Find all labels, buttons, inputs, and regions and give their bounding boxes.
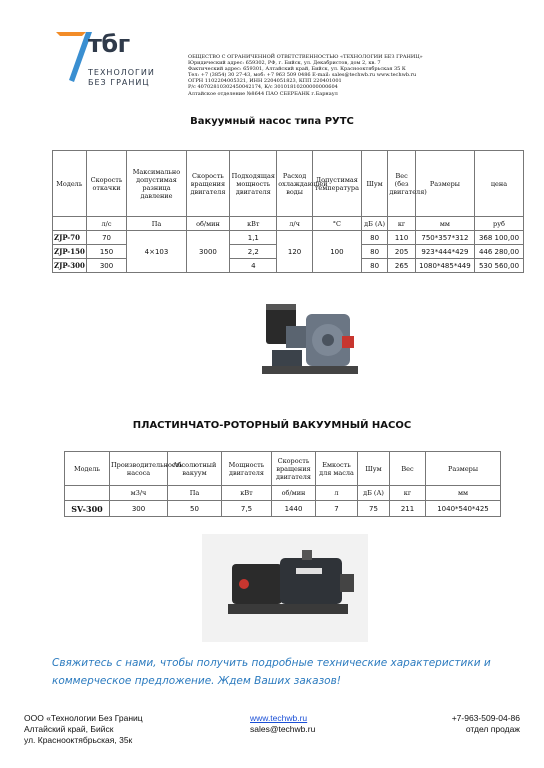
vacuum-cell: 50 <box>168 501 222 517</box>
footer-email: sales@techwb.ru <box>250 724 316 734</box>
unit-cell: л/ч <box>277 217 313 231</box>
col-header: Скорость вращения двигателя <box>272 452 316 486</box>
power-cell: 7,5 <box>222 501 272 517</box>
unit-cell: мм <box>415 217 474 231</box>
org-line: Юридический адрес: 659302, РФ, г. Бийск, ул. Декабристов, дом 2, кв. 7 <box>188 60 381 67</box>
footer-contacts <box>250 713 315 735</box>
col-header: Модель <box>53 151 87 217</box>
col-header: Модель <box>65 452 110 486</box>
logo-text: тбг <box>88 30 130 58</box>
table-header-row <box>53 151 524 217</box>
call-to-action: Свяжитесь с нами, чтобы получить подробные технические характеристики и коммерческое предложение. Ждем Ваших заказов! <box>52 657 491 687</box>
col-header: Размеры <box>415 151 474 217</box>
size-cell: 1040*540*425 <box>426 501 501 517</box>
org-line: Алтайское отделение №8644 ПАО СБЕРБАНК г.Барнаул <box>188 90 338 97</box>
speed-cell: 300 <box>86 259 127 273</box>
power-cell: 2,2 <box>230 245 277 259</box>
vane-pump-image <box>202 534 368 642</box>
model-cell: ZJP-150 <box>53 245 87 259</box>
org-line: Фактический адрес: 659301, Алтайский край, Бийск, ул. Краснооктябрьская 35 К <box>188 66 406 73</box>
unit-cell <box>53 217 87 231</box>
company-details <box>188 54 518 97</box>
col-header: Шум <box>361 151 388 217</box>
footer-street: ул. Краснооктябрьская, 35к <box>24 735 133 745</box>
weight-cell: 265 <box>388 259 416 273</box>
footer-region: Алтайский край, Бийск <box>24 724 114 734</box>
speed-cell: 70 <box>86 231 127 245</box>
table-header-row <box>65 452 501 486</box>
units-row <box>65 486 501 501</box>
col-header: цена <box>474 151 523 217</box>
table-row <box>53 231 524 245</box>
unit-cell: руб <box>474 217 523 231</box>
model-cell: ZJP-70 <box>53 231 87 245</box>
unit-cell: об/мин <box>272 486 316 501</box>
vane-pump-table <box>64 451 501 517</box>
unit-cell: м3/ч <box>110 486 168 501</box>
org-line: ОБЩЕСТВО С ОГРАНИЧЕННОЙ ОТВЕТСТВЕННОСТЬЮ «ТЕХНОЛОГИИ БЕЗ ГРАНИЦ» <box>188 54 423 60</box>
temp-cell: 100 <box>312 231 361 273</box>
col-header: Скорость откачки <box>86 151 127 217</box>
capacity-cell: 300 <box>110 501 168 517</box>
noise-cell: 75 <box>358 501 390 517</box>
unit-cell: °С <box>312 217 361 231</box>
unit-cell: дБ (А) <box>358 486 390 501</box>
unit-cell: кВт <box>222 486 272 501</box>
website-link[interactable]: www.techwb.ru <box>250 713 308 723</box>
noise-cell: 80 <box>361 245 388 259</box>
col-header: Шум <box>358 452 390 486</box>
price-cell: 530 560,00 <box>474 259 523 273</box>
footer-company: ООО «Технологии Без Границ <box>24 713 143 723</box>
model-cell: ZJP-300 <box>53 259 87 273</box>
unit-cell <box>65 486 110 501</box>
footer-address <box>24 713 143 746</box>
noise-cell: 80 <box>361 231 388 245</box>
col-header: Максимально допустимая разница давление <box>127 151 186 217</box>
size-cell: 1080*485*449 <box>415 259 474 273</box>
footer-phone: +7-963-509-04-86 <box>451 713 520 723</box>
col-header: Расход охлаждающей воды <box>277 151 313 217</box>
unit-cell: кг <box>388 217 416 231</box>
price-cell: 446 280,00 <box>474 245 523 259</box>
unit-cell: кг <box>390 486 426 501</box>
units-row <box>53 217 524 231</box>
unit-cell: мм <box>426 486 501 501</box>
table-row <box>65 501 501 517</box>
col-header: Мощность двигателя <box>222 452 272 486</box>
col-header: Размеры <box>426 452 501 486</box>
unit-cell: Па <box>127 217 186 231</box>
speed-cell: 150 <box>86 245 127 259</box>
unit-cell: л/с <box>86 217 127 231</box>
col-header: Абсолютный вакуум <box>168 452 222 486</box>
unit-cell: л <box>316 486 358 501</box>
col-header: Допустимая температура <box>312 151 361 217</box>
unit-cell: Па <box>168 486 222 501</box>
section1-title: Вакуумный насос типа РУТС <box>190 116 354 127</box>
oil-cell: 7 <box>316 501 358 517</box>
price-cell: 368 100,00 <box>474 231 523 245</box>
org-line: ОГРН 1102204005321, ИНН 2204051823, КПП 220401001 <box>188 78 342 85</box>
org-line: Тел: +7 (3854) 30 27-43, моб: +7 963 509 0486 E-mail: sales@techwb.ru www.techwb.ru <box>188 72 417 79</box>
water-cell: 120 <box>277 231 313 273</box>
power-cell: 4 <box>230 259 277 273</box>
col-header: Производительность насоса <box>110 452 168 486</box>
weight-cell: 205 <box>388 245 416 259</box>
roots-pump-image <box>258 296 366 398</box>
section2-title: ПЛАСТИНЧАТО-РОТОРНЫЙ ВАКУУМНЫЙ НАСОС <box>132 420 412 431</box>
org-line: Р/с 40702810302450042174, К/с 30101810200000000604 <box>188 84 338 91</box>
size-cell: 750*357*312 <box>415 231 474 245</box>
col-header: Вес (без двигателя) <box>388 151 416 217</box>
weight-cell: 110 <box>388 231 416 245</box>
power-cell: 1,1 <box>230 231 277 245</box>
unit-cell: дБ (А) <box>361 217 388 231</box>
unit-cell: об/мин <box>186 217 230 231</box>
size-cell: 923*444*429 <box>415 245 474 259</box>
rpm-cell: 3000 <box>186 231 230 273</box>
footer-dept: отдел продаж <box>465 724 520 734</box>
logo-subtitle: ТЕХНОЛОГИИ БЕЗ ГРАНИЦ <box>88 68 155 87</box>
col-header: Подходящая мощность двигателя <box>230 151 277 217</box>
col-header: Емкость для масла <box>316 452 358 486</box>
footer-phone-block <box>430 713 520 735</box>
unit-cell: кВт <box>230 217 277 231</box>
rpm-cell: 1440 <box>272 501 316 517</box>
model-cell: SV-300 <box>65 501 110 517</box>
col-header: Скорость вращения двигателя <box>186 151 230 217</box>
roots-pump-table <box>52 150 524 273</box>
weight-cell: 211 <box>390 501 426 517</box>
noise-cell: 80 <box>361 259 388 273</box>
col-header: Вес <box>390 452 426 486</box>
pressure-cell: 4×103 <box>127 231 186 273</box>
